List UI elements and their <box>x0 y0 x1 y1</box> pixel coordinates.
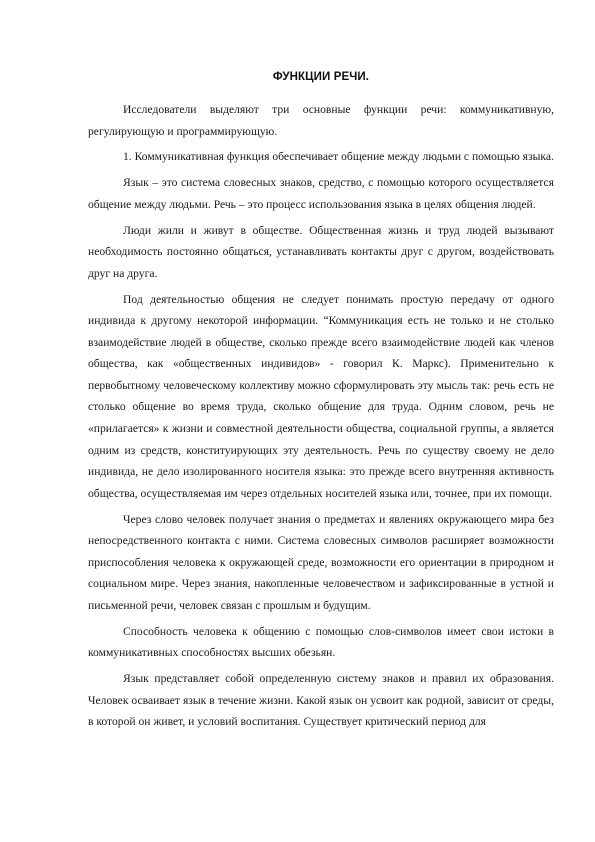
page-title: ФУНКЦИИ РЕЧИ. <box>272 71 370 83</box>
paragraph: Язык представляет собой определенную систему знаков и правил их образования. Человек осваивает язык в течение жизни. Какой язык он усвоит как родной, зависит от среды, в которой он живет, и условий воспитания. Существует критический период для <box>88 672 554 729</box>
paragraph: Способность человека к общению с помощью слов-символов имеет свои истоки в коммуникативных способностях высших обезьян. <box>88 624 554 660</box>
paragraph: Люди жили и живут в обществе. Общественная жизнь и труд людей вызывают необходимость постоянно общаться, устанавливать контакты друг с другом, воздействовать друг на друга. <box>88 223 554 280</box>
paragraph: Исследователи выделяют три основные функции речи: коммуникативную, регулирующую и программирующую. <box>88 103 554 138</box>
paragraph: Язык – это система словесных знаков, средство, с помощью которого осуществляется общение между людьми. Речь – это процесс использования языка в целях общения людей. <box>88 176 554 211</box>
paragraph: Через слово человек получает знания о предметах и явлениях окружающего мира без непосредственного контакта с ними. Система словесных символов расширяет возможности приспособления человека к окружающей среде, возможности его ориентации в природном и социальном мире. Через знания, накопленные человечеством и зафиксированные в устной и письменной речи, человек связан с прошлым и будущим. <box>88 512 554 612</box>
paragraph: 1. Коммуникативная функция обеспечивает общение между людьми с помощью языка. <box>123 150 554 164</box>
document-body <box>88 99 554 737</box>
paragraph: Под деятельностью общения не следует понимать простую передачу от одного индивида к другому некоторой информации. “Коммуникация есть не только и не столько взаимодействие людей в обществе, сколько прежде всего взаимодействие людей как членов общества, как «общественных индивидов» - говорил К. Маркс). Применительно к первобытному человеческому коллективу можно сформулировать эту мысль так: речь есть не столько общение во время труда, сколько общение для труда. Одним словом, речь не «прилагается» к жизни и совместной деятельности общества, социальной группы, а является одним из средств, конституирующих эту деятельность. Речь по существу своему не дело индивида, не дело изолированного носителя языка: это прежде всего внутренняя активность общества, осуществляемая им через отдельных носителей языка или, точнее, при их помощи. <box>88 292 554 500</box>
